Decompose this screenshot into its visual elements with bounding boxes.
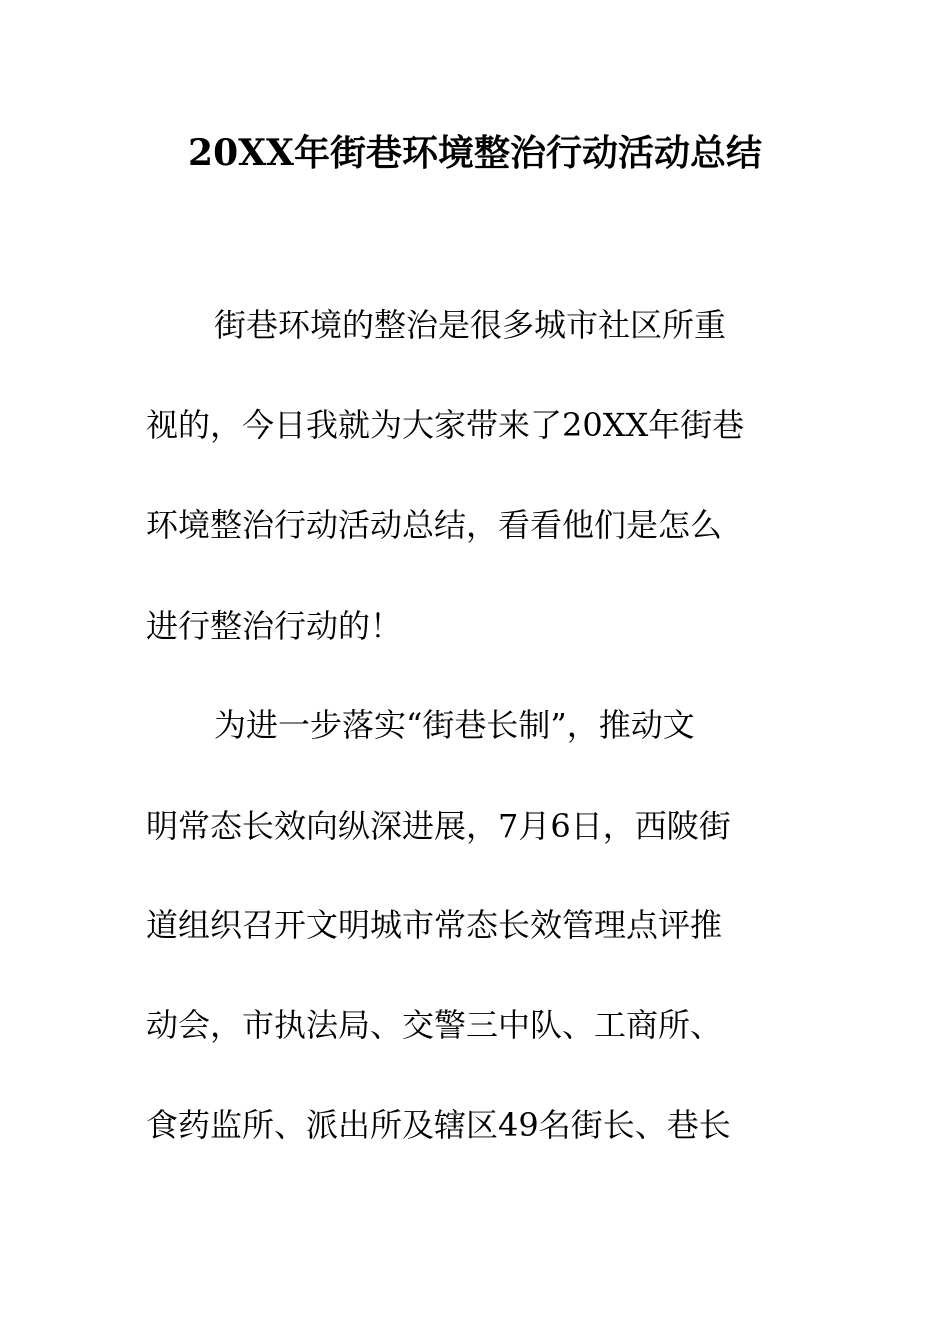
paragraph-2-line-1: 为进一步落实“街巷长制”，推动文 [214, 706, 695, 744]
paragraph-1-line-2: 视的，今日我就为大家带来了20XX年街巷 [146, 406, 745, 444]
paragraph-2-line-2: 明常态长效向纵深进展，7月6日，西陂街 [146, 807, 731, 845]
document-title: 20XX年街巷环境整治行动活动总结 [188, 132, 762, 174]
paragraph-2-line-5: 食药监所、派出所及辖区49名街长、巷长 [146, 1106, 731, 1144]
paragraph-2-line-4: 动会，市执法局、交警三中队、工商所、 [146, 1006, 723, 1044]
paragraph-1-line-1: 街巷环境的整治是很多城市社区所重 [214, 306, 727, 344]
paragraph-2-line-3: 道组织召开文明城市常态长效管理点评推 [146, 906, 723, 944]
paragraph-1-line-4: 进行整治行动的！ [146, 607, 403, 645]
paragraph-1-line-3: 环境整治行动活动总结，看看他们是怎么 [146, 506, 723, 544]
